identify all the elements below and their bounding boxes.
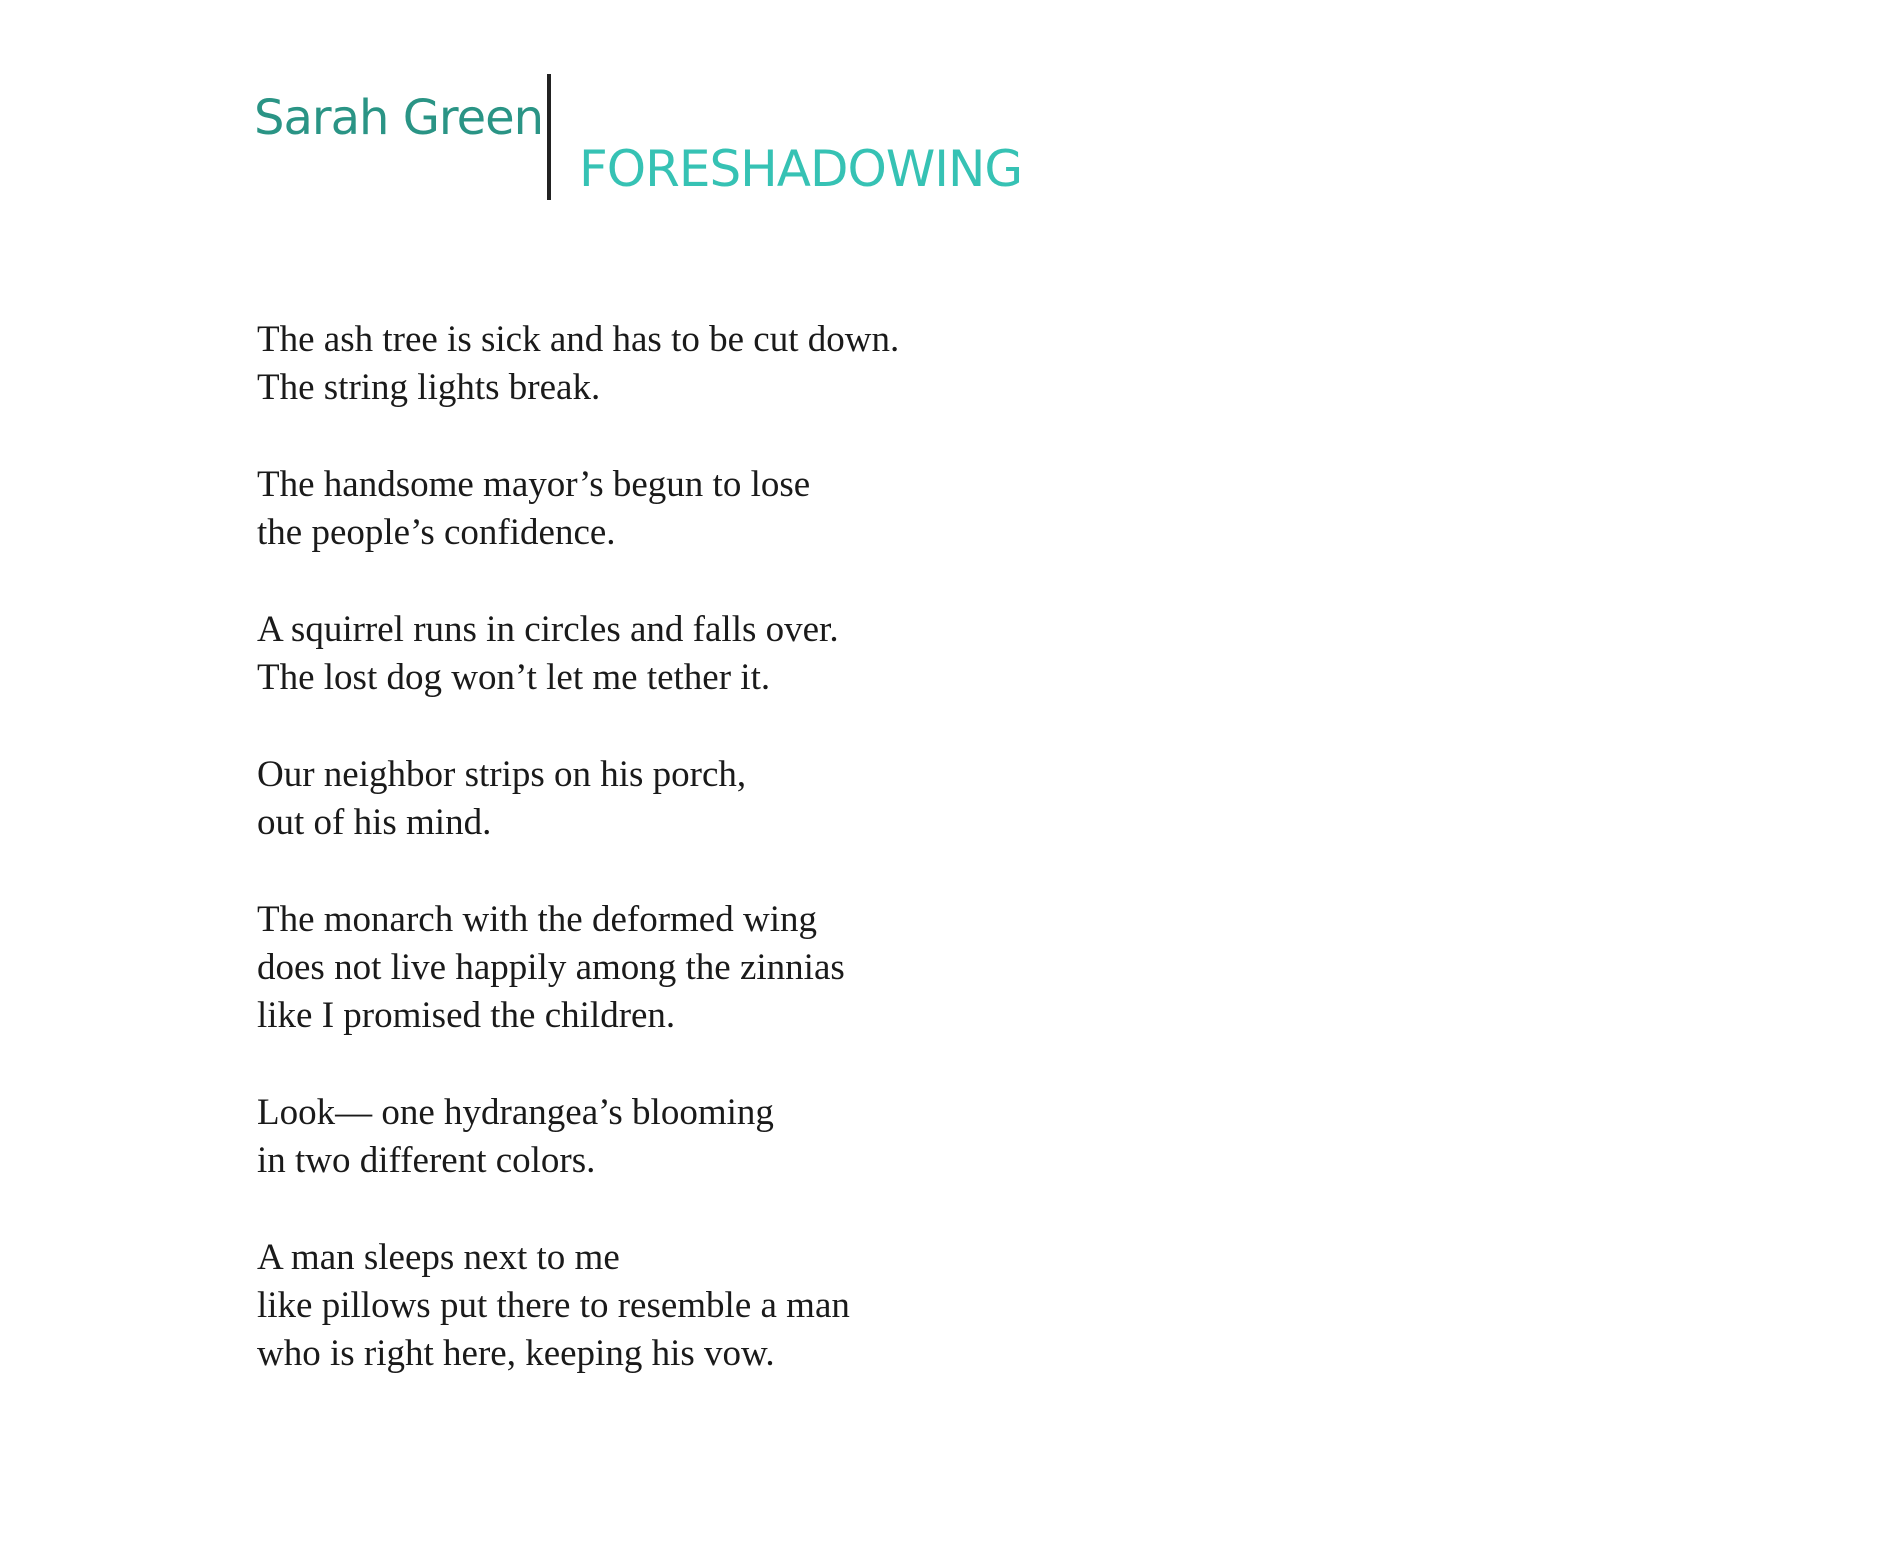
poem-line: in two different colors. xyxy=(257,1140,596,1182)
stanza xyxy=(257,606,899,703)
poem-line: Our neighbor strips on his porch, xyxy=(257,753,747,795)
poem-line: The ash tree is sick and has to be cut down. xyxy=(257,319,900,360)
poem-line: like pillows put there to resemble a man xyxy=(257,1284,850,1326)
poem-line: Look— one hydrangea’s blooming xyxy=(257,1091,774,1133)
stanza xyxy=(257,896,899,1041)
poem-line: like I promised the children. xyxy=(257,995,676,1037)
poem-line: who is right here, keeping his vow. xyxy=(257,1333,775,1375)
poem-line: out of his mind. xyxy=(257,801,492,843)
stanza xyxy=(257,316,899,413)
poem-line: The handsome mayor’s begun to lose xyxy=(257,463,811,505)
header-divider xyxy=(547,74,551,200)
stanza xyxy=(257,461,899,558)
stanza xyxy=(257,1234,899,1379)
stanza xyxy=(257,1089,899,1186)
author-name: Sarah Green xyxy=(254,90,544,146)
poem-body xyxy=(257,316,899,1379)
poem-line: The lost dog won’t let me tether it. xyxy=(257,657,771,699)
poem-line: the people’s confidence. xyxy=(257,512,616,554)
poem-line: The monarch with the deformed wing xyxy=(257,898,817,940)
stanza xyxy=(257,751,899,848)
poem-line: A man sleeps next to me xyxy=(257,1236,620,1278)
poem-line: The string lights break. xyxy=(257,367,601,409)
poem-line: A squirrel runs in circles and falls over. xyxy=(257,608,839,650)
poem-title: FORESHADOWING xyxy=(579,140,1023,198)
poem-line: does not live happily among the zinnias xyxy=(257,946,845,988)
